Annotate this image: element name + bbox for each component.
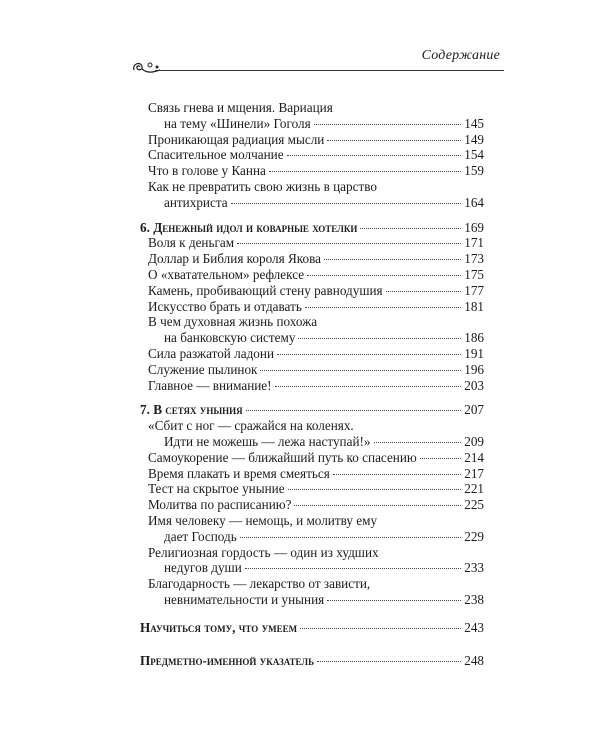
toc-page-number: 186 (464, 330, 484, 346)
toc-page-number: 229 (464, 528, 484, 544)
toc-entry[interactable] (140, 545, 484, 577)
dot-leader (420, 458, 461, 459)
toc-page-number: 173 (464, 251, 484, 267)
toc-entry[interactable] (140, 235, 484, 251)
toc-page-number: 169 (464, 219, 484, 235)
toc-page-number: 181 (464, 298, 484, 314)
toc-page-number: 177 (464, 282, 484, 298)
toc-entry[interactable] (140, 418, 484, 450)
flourish-ornament-icon (130, 56, 164, 78)
toc-entry-text: Связь гнева и мщения. Вариация (148, 100, 333, 115)
dot-leader (245, 568, 461, 569)
toc-entry[interactable] (140, 346, 484, 362)
toc-entry[interactable] (140, 267, 484, 283)
toc-page-number: 145 (464, 115, 484, 131)
toc-page-number: 159 (464, 163, 484, 179)
toc-entry-text: Время плакать и время смеяться (148, 465, 330, 481)
dot-leader (275, 386, 462, 387)
dot-leader (287, 155, 462, 156)
toc-entry-text: антихриста (164, 194, 228, 210)
toc-entry-text: Служение пылинок (148, 361, 258, 377)
toc-entry[interactable] (140, 450, 484, 466)
toc-entry[interactable] (140, 251, 484, 267)
toc-page-number: 214 (464, 449, 484, 465)
dot-leader (314, 124, 462, 125)
toc-page-number: 164 (464, 194, 484, 210)
dot-leader (360, 228, 461, 229)
toc-entry-text: О «хватательном» рефлексе (148, 266, 305, 282)
toc-page-number: 225 (464, 497, 484, 513)
toc-entry[interactable] (140, 179, 484, 211)
toc-entry-text: Самоукорение — ближайший путь ко спасению (148, 449, 417, 465)
toc-entry[interactable] (140, 481, 484, 497)
toc-entry-text: Как не превратить свою жизнь в царство (148, 178, 377, 194)
toc-section-index[interactable] (140, 653, 484, 669)
toc-entry-text: Доллар и Библия короля Якова (148, 251, 322, 267)
toc-entry-text: Главное — внимание! (148, 377, 272, 393)
toc-page-number: 191 (464, 345, 484, 361)
toc-entry[interactable] (140, 163, 484, 179)
toc-entry-text: Искусство брать и отдавать (148, 298, 302, 314)
toc-page-number: 154 (464, 147, 484, 163)
dot-leader (305, 307, 461, 308)
dot-leader (298, 338, 461, 339)
toc-entry-text: В чем духовная жизнь похожа (148, 314, 318, 330)
toc-page-number: 238 (464, 591, 484, 607)
toc-page-number: 203 (464, 377, 484, 393)
toc-entry-text: Сила разжатой ладони (148, 345, 275, 361)
dot-leader (324, 259, 461, 260)
header-rule (155, 70, 504, 71)
toc-entry-text: Спасительное молчание (148, 147, 284, 163)
dot-leader (246, 410, 462, 411)
toc-page-number: 171 (464, 235, 484, 251)
toc-entry[interactable] (140, 497, 484, 513)
toc-page-number: 248 (464, 652, 484, 668)
dot-leader (294, 505, 461, 506)
dot-leader (333, 474, 461, 475)
toc-entry[interactable] (140, 299, 484, 315)
toc-entry-text: Идти не можешь — лежа наступай!» (164, 433, 371, 449)
toc-section-learn[interactable] (140, 620, 484, 636)
toc-entry-text: Тест на скрытое уныние (148, 481, 285, 497)
toc-entry[interactable] (140, 132, 484, 148)
dot-leader (300, 628, 461, 629)
dot-leader (327, 600, 461, 601)
toc-entry-text: недугов души (164, 560, 242, 576)
chapter-title: 7. В сетях уныния (140, 402, 243, 418)
toc-entry-text: Молитва по расписанию? (148, 497, 292, 513)
toc-page-number: 175 (464, 266, 484, 282)
toc-entry[interactable] (140, 147, 484, 163)
toc-page-number: 149 (464, 131, 484, 147)
toc-entry-text: Воля к деньгам (148, 235, 235, 251)
toc-page-number: 243 (464, 619, 484, 635)
toc-entry-text: на банковскую систему (164, 330, 296, 346)
toc-entry[interactable] (140, 513, 484, 545)
dot-leader (277, 354, 461, 355)
toc-page-number: 217 (464, 465, 484, 481)
toc-entry[interactable] (140, 466, 484, 482)
dot-leader (307, 275, 461, 276)
toc-entry[interactable] (140, 378, 484, 394)
toc-page-number: 221 (464, 481, 484, 497)
toc-entry[interactable] (140, 576, 484, 608)
section-title: Научиться тому, что умеем (140, 619, 298, 635)
section-title: Предметно-именной указатель (140, 652, 315, 668)
toc-entry-text: дает Господь (164, 528, 237, 544)
toc-entry-text: «Сбит с ног — сражайся на коленях. (148, 418, 354, 434)
dot-leader (260, 370, 461, 371)
toc-entry-text: Проникающая радиация мысли (148, 131, 325, 147)
toc-entry-text: Имя человеку — немощь, и молитву ему (148, 512, 378, 528)
table-of-contents (140, 100, 484, 668)
toc-entry[interactable] (140, 100, 484, 132)
header-title: Содержание (421, 48, 500, 63)
toc-entry-text: Религиозная гордость — один из худших (148, 544, 379, 560)
toc-entry[interactable] (140, 283, 484, 299)
dot-leader (374, 442, 462, 443)
dot-leader (237, 243, 461, 244)
toc-entry[interactable] (140, 314, 484, 346)
dot-leader (240, 537, 462, 538)
dot-leader (269, 171, 461, 172)
toc-entry-text: на тему «Шинели» Гоголя (164, 115, 311, 131)
toc-chapter-6[interactable] (140, 220, 484, 236)
toc-entry[interactable] (140, 362, 484, 378)
chapter-title: 6. Денежный идол и коварные хотелки (140, 219, 358, 235)
toc-entry-text: Камень, пробивающий стену равнодушия (148, 282, 383, 298)
toc-entry-text: Что в голове у Канна (148, 163, 266, 179)
toc-page-number: 207 (464, 402, 484, 418)
toc-page-number: 209 (464, 433, 484, 449)
dot-leader (231, 203, 462, 204)
dot-leader (327, 140, 461, 141)
toc-chapter-7[interactable] (140, 402, 484, 418)
toc-entry-text: Благодарность — лекарство от зависти, (148, 576, 371, 592)
dot-leader (317, 661, 461, 662)
toc-page-number: 196 (464, 361, 484, 377)
toc-entry-text: невнимательности и уныния (164, 591, 325, 607)
dot-leader (386, 291, 462, 292)
toc-page-number: 233 (464, 560, 484, 576)
dot-leader (288, 489, 462, 490)
